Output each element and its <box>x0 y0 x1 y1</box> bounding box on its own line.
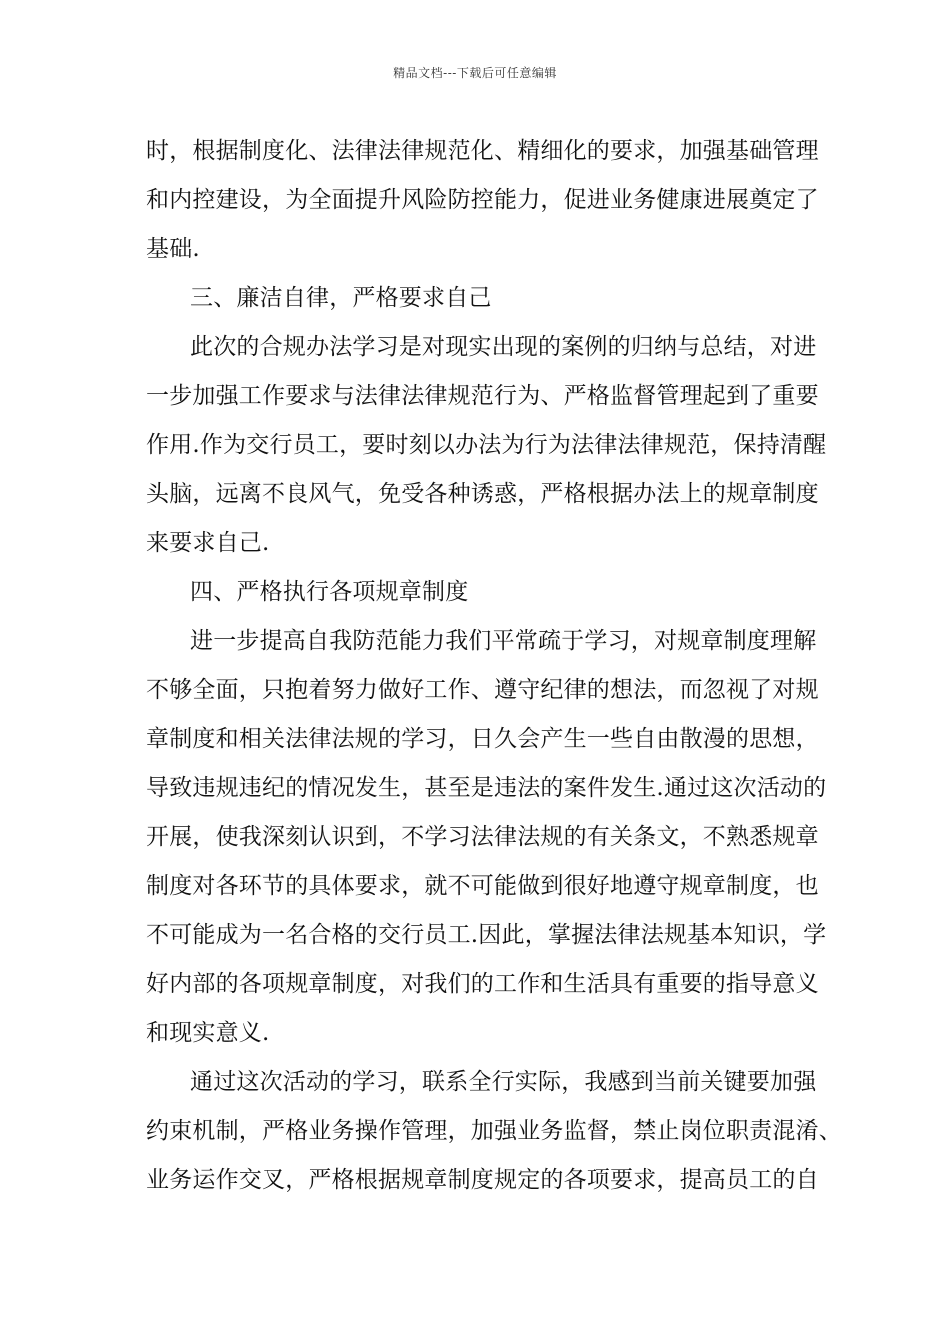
text-line: 作用.作为交行员工，要时刻以办法为行为法律法律规范，保持清醒 <box>146 432 827 458</box>
text-line: 一步加强工作要求与法律法律规范行为、严格监督管理起到了重要 <box>146 383 819 409</box>
text-line: 此次的合规办法学习是对现实出现的案例的归纳与总结，对进 <box>190 334 817 360</box>
text-line: 章制度和相关法律法规的学习，日久会产生一些自由散漫的思想， <box>146 726 819 752</box>
document-body <box>146 127 842 1205</box>
text-line: 进一步提高自我防范能力我们平常疏于学习，对规章制度理解 <box>190 628 817 654</box>
text-line: 头脑，远离不良风气，免受各种诱惑，严格根据办法上的规章制度 <box>146 481 819 507</box>
text-line: 和内控建设，为全面提升风险防控能力，促进业务健康进展奠定了 <box>146 187 819 213</box>
text-line: 和现实意义. <box>146 1020 270 1046</box>
section-heading: 四、严格执行各项规章制度 <box>190 579 469 605</box>
section-heading: 三、廉洁自律，严格要求自己 <box>190 285 492 311</box>
text-line: 导致违规违纪的情况发生，甚至是违法的案件发生.通过这次活动的 <box>146 775 827 801</box>
text-line: 通过这次活动的学习，联系全行实际，我感到当前关键要加强 <box>190 1069 817 1095</box>
text-line: 不可能成为一名合格的交行员工.因此，掌握法律法规基本知识，学 <box>146 922 827 948</box>
text-line: 制度对各环节的具体要求，就不可能做到很好地遵守规章制度，也 <box>146 873 819 899</box>
text-line: 基础. <box>146 236 200 262</box>
text-line: 开展，使我深刻认识到，不学习法律法规的有关条文，不熟悉规章 <box>146 824 819 850</box>
page-header: 精品文档---下载后可任意编辑 <box>393 66 557 80</box>
text-line: 好内部的各项规章制度，对我们的工作和生活具有重要的指导意义 <box>146 971 819 997</box>
text-line: 约束机制，严格业务操作管理，加强业务监督，禁止岗位职责混淆、 <box>146 1118 842 1144</box>
text-line: 来要求自己. <box>146 530 270 556</box>
text-line: 时，根据制度化、法律法律规范化、精细化的要求，加强基础管理 <box>146 138 819 164</box>
text-line: 不够全面，只抱着努力做好工作、遵守纪律的想法，而忽视了对规 <box>146 677 819 703</box>
text-line: 业务运作交叉，严格根据规章制度规定的各项要求，提高员工的自 <box>146 1167 819 1193</box>
